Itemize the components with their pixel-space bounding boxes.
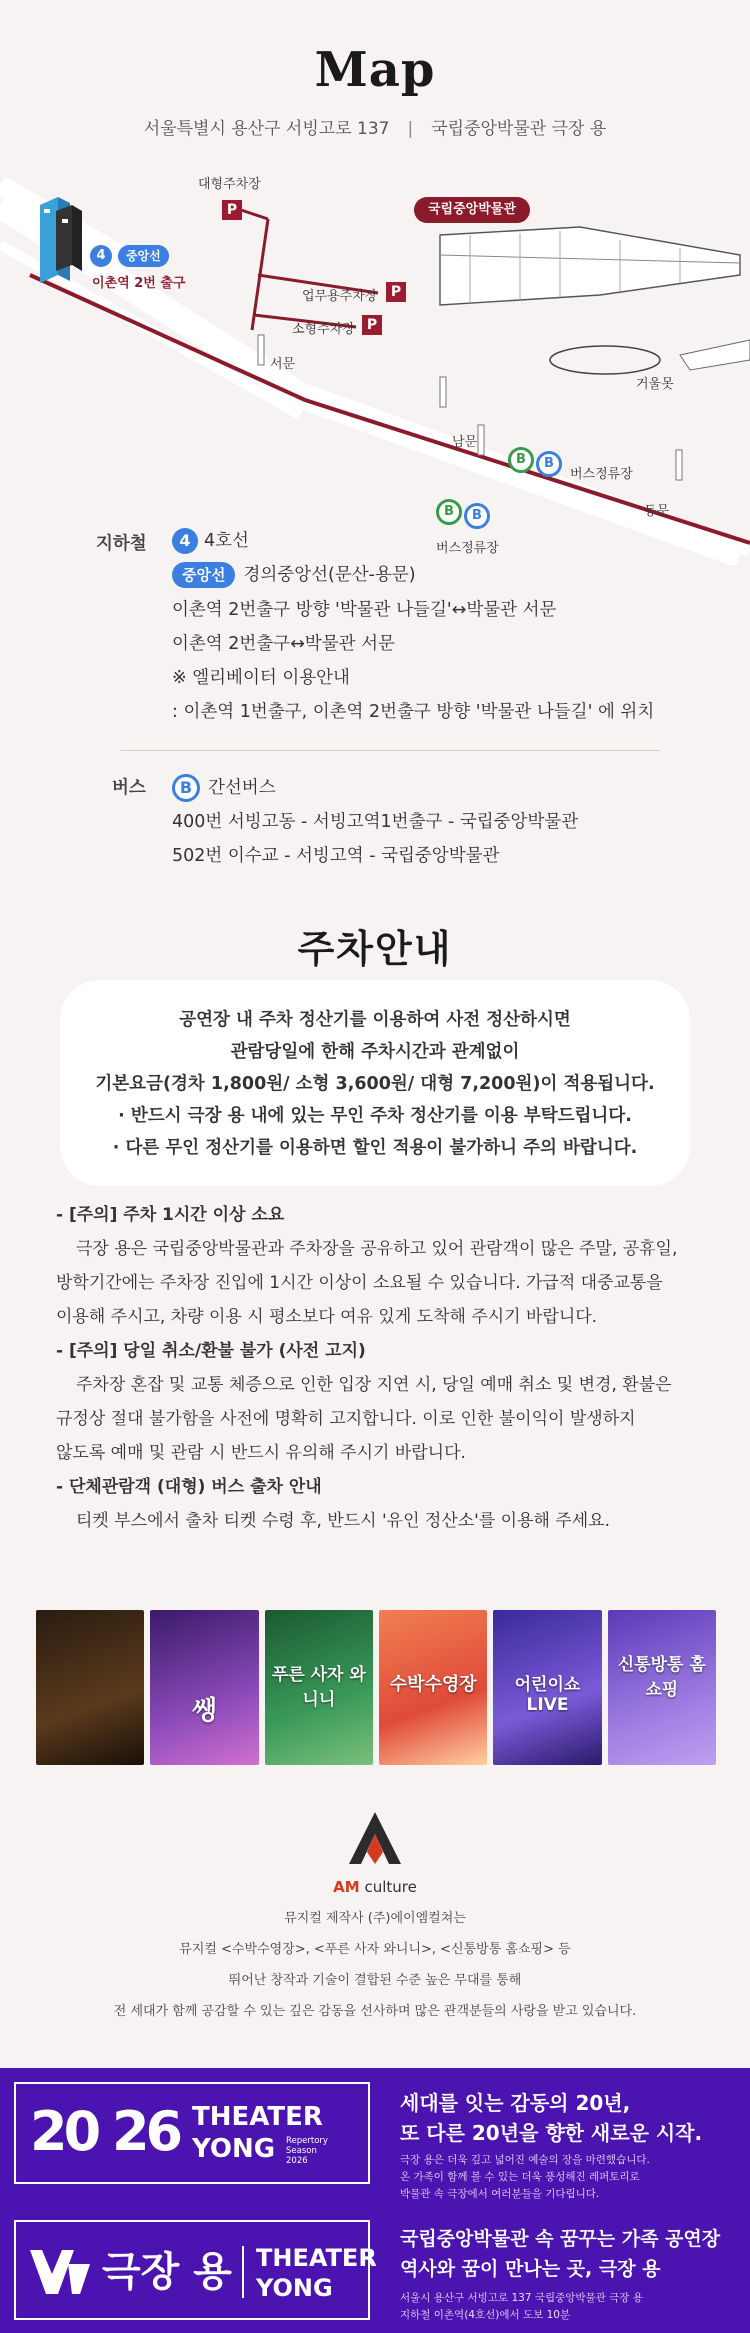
anniversary-heading-1: 세대를 잇는 감동의 20년,: [400, 2091, 631, 2115]
large-parking-icon: P: [222, 200, 242, 220]
venue-directions: 지하철 이촌역(4호선)에서 도보 10분: [400, 2309, 571, 2321]
bus-icon: B: [508, 447, 534, 473]
parking-notes: [56, 1198, 716, 1538]
repertory-logo-box: [14, 2082, 370, 2184]
section-divider: [120, 750, 660, 751]
bus-icon: B: [436, 499, 462, 525]
bus-badge: B: [172, 774, 200, 802]
large-parking-label: 대형주차장: [198, 177, 261, 192]
poster-6[interactable]: 신통방통 홈쇼핑: [608, 1610, 716, 1765]
station-exit-label: 이촌역 2번 출구: [92, 276, 186, 291]
bus-stop-label-2: 버스정류장: [436, 541, 499, 556]
museum-label: 국립중앙박물관: [414, 197, 530, 223]
note-text-2a: 주차장 혼잡 및 교통 체증으로 인한 입장 지연 시, 당일 예매 취소 및 변경, 환불은: [76, 1375, 672, 1395]
note-heading-2: - [주의] 당일 취소/환불 불가 (사전 고지): [56, 1341, 366, 1361]
logo-divider: [242, 2246, 244, 2298]
poster-1[interactable]: [36, 1610, 144, 1765]
parking-line-1: 공연장 내 주차 정산기를 이용하여 사전 정산하시면: [179, 1010, 571, 1030]
venue-address: 서울시 용산구 서빙고로 137 국립중앙박물관 극장 용: [400, 2292, 643, 2304]
bus-route-1: 400번 서빙고동 - 서빙고역1번출구 - 국립중앙박물관: [172, 812, 579, 832]
yong-symbol-icon: [28, 2244, 92, 2300]
station-tower-icon: [40, 197, 82, 283]
am-line-3: 뛰어난 창작과 기술이 결합된 수준 높은 무대를 통해: [228, 1973, 522, 1988]
anniversary-heading-2: 또 다른 20년을 향한 새로운 시작.: [400, 2121, 703, 2145]
address-venue: 국립중앙박물관 극장 용: [431, 119, 607, 139]
yong-wordmark: YONG: [192, 2134, 276, 2164]
theater-yong-logo-box: [14, 2220, 377, 2320]
parking-line-5: · 다른 무인 정산기를 이용하면 할인 적용이 불가하니 주의 바랍니다.: [112, 1138, 638, 1158]
note-text-3: 티켓 부스에서 출차 티켓 수령 후, 반드시 '유인 정산소'를 이용해 주세요.: [76, 1511, 611, 1531]
bus-route-2: 502번 이수교 - 서빙고역 - 국립중앙박물관: [172, 846, 500, 866]
anniversary-logo: 20 26: [30, 2100, 180, 2163]
note-text-2c: 않도록 예매 및 관람 시 반드시 유의해 주시기 바랍니다.: [56, 1443, 466, 1463]
venue-heading-2: 역사와 꿈이 만나는 곳, 극장 용: [400, 2258, 661, 2280]
museum-building: [440, 227, 740, 305]
address-street: 서울특별시 용산구 서빙고로 137: [143, 119, 390, 139]
am-culture-description: [0, 1903, 750, 2027]
bus-type: 간선버스: [208, 778, 276, 798]
footer-banner: [0, 2068, 750, 2333]
poster-4[interactable]: 수박수영장: [379, 1610, 487, 1765]
map-illustration: [0, 145, 750, 565]
bus-info: [96, 774, 696, 874]
anniversary-desc-2: 온 가족이 함께 볼 수 있는 더욱 풍성해진 레퍼토리로: [400, 2171, 640, 2183]
parking-line-3: 기본요금(경차 1,800원/ 소형 3,600원/ 대형 7,200원)이 적용됩니다.: [95, 1074, 655, 1094]
subway-route-1: 이촌역 2번출구 방향 '박물관 나들길'↔박물관 서문: [172, 600, 557, 620]
theater-wordmark-2: THEATER: [256, 2244, 377, 2272]
gyeongui-row: [172, 562, 416, 588]
bus-icon: B: [464, 503, 490, 529]
subway-route-2: 이촌역 2번출구↔박물관 서문: [172, 634, 395, 654]
small-parking-label: 소형주차장: [292, 322, 355, 337]
business-parking-icon: P: [386, 282, 406, 302]
yong-wordmark-2: YONG: [256, 2274, 333, 2302]
yong-korean-wordmark: 극장 용: [102, 2249, 232, 2295]
am-culture-logo-icon: [345, 1808, 405, 1868]
west-gate-label: 서문: [270, 357, 296, 372]
pond-label: 거울못: [636, 377, 674, 392]
note-text-1a: 극장 용은 국립중앙박물관과 주차장을 공유하고 있어 관람객이 많은 주말, 공휴일,: [76, 1239, 678, 1259]
address-separator: |: [407, 119, 414, 139]
parking-line-4: · 반드시 극장 용 내에 있는 무인 주차 정산기를 이용 부탁드립니다.: [118, 1106, 632, 1126]
location-map: [0, 145, 750, 565]
elevator-desc: : 이촌역 1번출구, 이촌역 2번출구 방향 '박물관 나들길' 에 위치: [172, 702, 655, 722]
am-line-4: 전 세대가 함께 공감할 수 있는 깊은 감동을 선사하며 많은 관객분들의 사랑을 받고 있습니다.: [113, 2004, 637, 2019]
line4-badge: 4: [172, 528, 198, 554]
note-text-2b: 규정상 절대 불가함을 사전에 명확히 고지합니다. 이로 인한 불이익이 발생하지: [56, 1409, 636, 1429]
note-heading-3: - 단체관람객 (대형) 버스 출차 안내: [56, 1477, 322, 1497]
repertory-line-1: Repertory: [286, 2136, 328, 2146]
map-address: [0, 114, 750, 139]
poster-5[interactable]: 어린이쇼 LIVE: [493, 1610, 601, 1765]
east-gate-label: 동문: [644, 504, 670, 519]
gyeongui-badge: 중앙선: [172, 562, 235, 588]
venue-heading-1: 국립중앙박물관 속 꿈꾸는 가족 공연장: [400, 2228, 721, 2250]
map-title: Map: [314, 42, 436, 98]
gyeongui-name: 경의중앙선(문산-용문): [243, 565, 416, 585]
pond-shape: [550, 346, 660, 374]
note-text-1c: 이용해 주시고, 차량 이용 시 평소보다 여유 있게 도착해 주시기 바랍니다.: [56, 1307, 598, 1327]
line4-name: 4호선: [204, 531, 249, 551]
poster-2[interactable]: 쌩: [150, 1610, 258, 1765]
gyeongui-map-badge: 중앙선: [118, 245, 169, 267]
bus-type-row: [172, 774, 276, 802]
anniversary-desc-3: 박물관 속 극장에서 여러분들을 기다립니다.: [400, 2188, 600, 2200]
line4-row: [172, 528, 249, 554]
am-culture-name: AM culture: [333, 1878, 417, 1896]
line4-map-badge: 4: [90, 245, 112, 267]
parking-title: 주차안내: [297, 926, 453, 971]
elevator-title: ※ 엘리베이터 이용안내: [172, 668, 350, 688]
south-gate-label: 남문: [452, 435, 478, 450]
bus-label: 버스: [112, 778, 146, 798]
parking-info-box: [60, 980, 690, 1186]
am-culture-brand: [0, 1808, 750, 1896]
poster-3[interactable]: 푸른 사자 와니니: [265, 1610, 373, 1765]
anniversary-desc-1: 극장 용은 더욱 깊고 넓어진 예술의 장을 마련했습니다.: [400, 2154, 650, 2166]
parking-line-2: 관람당일에 한해 주차시간과 관계없이: [230, 1042, 520, 1062]
theater-wordmark: THEATER: [192, 2102, 323, 2132]
business-parking-label: 업무용주차장: [302, 289, 378, 304]
repertory-line-2: Season: [286, 2146, 317, 2156]
note-heading-1: - [주의] 주차 1시간 이상 소요: [56, 1205, 285, 1225]
am-line-1: 뮤지컬 제작사 (주)에이엠컬쳐는: [284, 1911, 466, 1926]
poster-gallery: [36, 1610, 716, 1765]
bus-stop-label-1: 버스정류장: [570, 467, 633, 482]
subway-label: 지하철: [96, 534, 147, 554]
bus-icon: B: [536, 451, 562, 477]
am-line-2: 뮤지컬 <수박수영장>, <푸른 사자 와니니>, <신통방통 홈쇼핑> 등: [179, 1942, 571, 1957]
small-parking-icon: P: [362, 315, 382, 335]
note-text-1b: 방학기간에는 주차장 진입에 1시간 이상이 소요될 수 있습니다. 가급적 대중교통을: [56, 1273, 663, 1293]
subway-info: [96, 528, 696, 728]
repertory-line-3: 2026: [286, 2156, 308, 2166]
